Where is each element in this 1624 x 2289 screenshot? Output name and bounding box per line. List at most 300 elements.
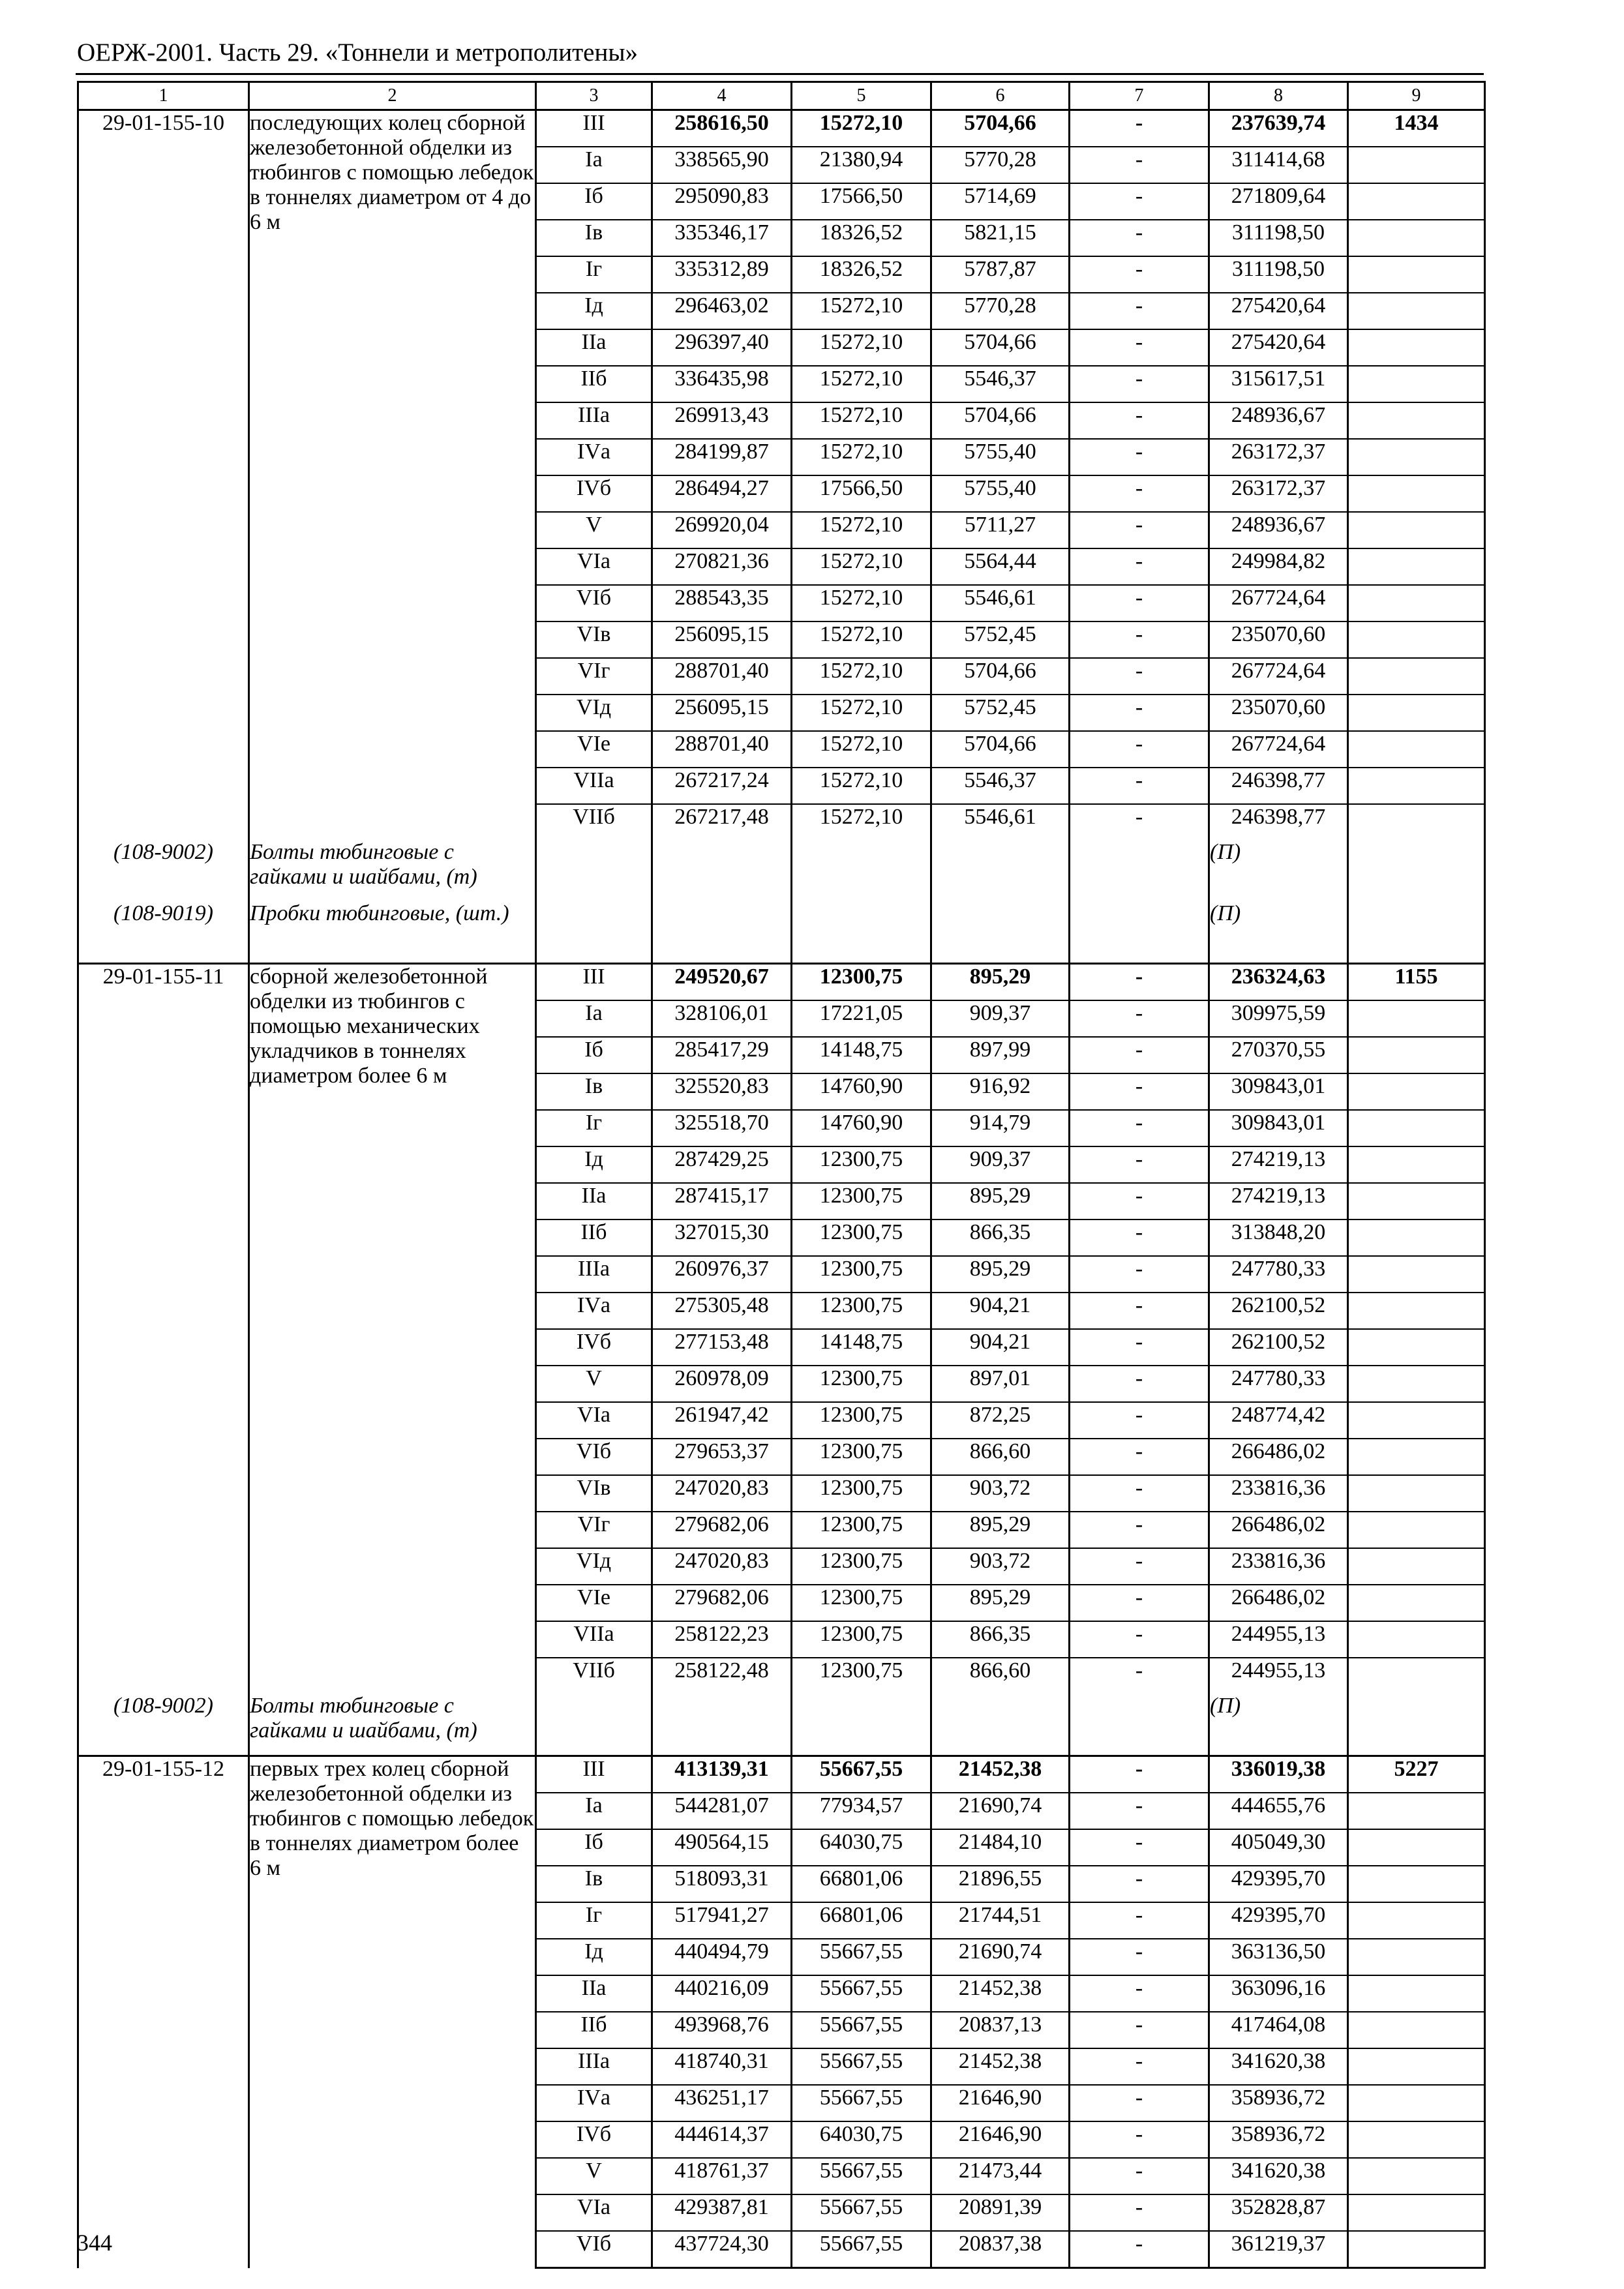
value-cell: 66801,06 xyxy=(792,1866,931,1902)
section-col9 xyxy=(1348,1402,1485,1439)
value-cell: 55667,55 xyxy=(792,2085,931,2121)
section-col9 xyxy=(1348,1866,1485,1902)
value-cell: 244955,13 xyxy=(1209,1621,1348,1658)
section-col9 xyxy=(1348,439,1485,475)
value-cell: 418761,37 xyxy=(652,2158,792,2194)
value-cell: 15272,10 xyxy=(792,512,931,548)
value-cell: - xyxy=(1070,1000,1209,1037)
value-cell: - xyxy=(1070,695,1209,731)
value-cell: 269913,43 xyxy=(652,402,792,439)
resource-name: Болты тюбинговые с гайками и шайбами, (т) xyxy=(249,840,536,901)
zone-cell: Iа xyxy=(536,1000,652,1037)
zone-cell: Iг xyxy=(536,1110,652,1146)
value-cell: 258616,50 xyxy=(652,110,792,147)
value-cell: 55667,55 xyxy=(792,2048,931,2085)
zone-cell: IIа xyxy=(536,1183,652,1219)
zone-cell: VIв xyxy=(536,621,652,658)
zone-cell: VIIб xyxy=(536,804,652,840)
zone-cell: Iд xyxy=(536,293,652,329)
value-cell: - xyxy=(1070,804,1209,840)
value-cell: 328106,01 xyxy=(652,1000,792,1037)
value-cell: 20891,39 xyxy=(931,2194,1070,2231)
value-cell: 260976,37 xyxy=(652,1256,792,1293)
value-cell: - xyxy=(1070,2048,1209,2085)
value-cell: 413139,31 xyxy=(652,1756,792,1793)
value-cell: 279682,06 xyxy=(652,1585,792,1621)
value-cell: 5821,15 xyxy=(931,220,1070,256)
zone-cell: IIб xyxy=(536,2012,652,2048)
value-cell: 866,35 xyxy=(931,1621,1070,1658)
zone-cell: IIб xyxy=(536,1219,652,1256)
value-cell: 275420,64 xyxy=(1209,293,1348,329)
empty-cell xyxy=(536,901,652,964)
value-cell: 14148,75 xyxy=(792,1037,931,1073)
zone-cell: IIб xyxy=(536,366,652,402)
section-col9 xyxy=(1348,2121,1485,2158)
value-cell: 15272,10 xyxy=(792,768,931,804)
value-cell: 872,25 xyxy=(931,1402,1070,1439)
empty-cell xyxy=(931,840,1070,901)
value-cell: 262100,52 xyxy=(1209,1329,1348,1366)
resource-name: Пробки тюбинговые, (шт.) xyxy=(249,901,536,964)
value-cell: 12300,75 xyxy=(792,1585,931,1621)
value-cell: - xyxy=(1070,1621,1209,1658)
value-cell: 267724,64 xyxy=(1209,658,1348,695)
empty-cell xyxy=(1070,1694,1209,1756)
value-cell: 247780,33 xyxy=(1209,1256,1348,1293)
zone-cell: VIб xyxy=(536,1439,652,1475)
section-col9 xyxy=(1348,329,1485,366)
section-col9 xyxy=(1348,1975,1485,2012)
value-cell: 363136,50 xyxy=(1209,1939,1348,1975)
value-cell: 903,72 xyxy=(931,1548,1070,1585)
value-cell: 21452,38 xyxy=(931,1975,1070,2012)
value-cell: 336435,98 xyxy=(652,366,792,402)
value-cell: - xyxy=(1070,147,1209,183)
value-cell: 12300,75 xyxy=(792,1256,931,1293)
column-number: 5 xyxy=(792,82,931,110)
zone-cell: IIIа xyxy=(536,2048,652,2085)
value-cell: 64030,75 xyxy=(792,1829,931,1866)
zone-cell: VIIа xyxy=(536,768,652,804)
value-cell: 274219,13 xyxy=(1209,1183,1348,1219)
value-cell: 55667,55 xyxy=(792,2012,931,2048)
zone-cell: Iа xyxy=(536,1793,652,1829)
value-cell: 418740,31 xyxy=(652,2048,792,2085)
value-cell: 55667,55 xyxy=(792,2231,931,2268)
section-col9 xyxy=(1348,147,1485,183)
value-cell: 55667,55 xyxy=(792,2158,931,2194)
column-number-row xyxy=(78,82,1485,110)
value-cell: - xyxy=(1070,293,1209,329)
zone-cell: Iб xyxy=(536,1037,652,1073)
value-cell: 897,01 xyxy=(931,1366,1070,1402)
value-cell: 18326,52 xyxy=(792,220,931,256)
value-cell: 263172,37 xyxy=(1209,439,1348,475)
value-cell: 248936,67 xyxy=(1209,402,1348,439)
value-cell: - xyxy=(1070,1366,1209,1402)
value-cell: 21473,44 xyxy=(931,2158,1070,2194)
value-cell: 21744,51 xyxy=(931,1902,1070,1939)
column-number: 2 xyxy=(249,82,536,110)
header-rule xyxy=(76,73,1484,75)
value-cell: 12300,75 xyxy=(792,1439,931,1475)
value-cell: 490564,15 xyxy=(652,1829,792,1866)
zone-cell: V xyxy=(536,1366,652,1402)
value-cell: - xyxy=(1070,1902,1209,1939)
value-cell: 429387,81 xyxy=(652,2194,792,2231)
value-cell: 21690,74 xyxy=(931,1939,1070,1975)
value-cell: 358936,72 xyxy=(1209,2121,1348,2158)
section-col9 xyxy=(1348,2158,1485,2194)
value-cell: 21452,38 xyxy=(931,1756,1070,1793)
value-cell: - xyxy=(1070,1658,1209,1694)
value-cell: 15272,10 xyxy=(792,548,931,585)
value-cell: 262100,52 xyxy=(1209,1293,1348,1329)
value-cell: 249984,82 xyxy=(1209,548,1348,585)
value-cell: 429395,70 xyxy=(1209,1902,1348,1939)
value-cell: - xyxy=(1070,1037,1209,1073)
zone-cell: VIд xyxy=(536,1548,652,1585)
value-cell: 5564,44 xyxy=(931,548,1070,585)
value-cell: 444614,37 xyxy=(652,2121,792,2158)
value-cell: 336019,38 xyxy=(1209,1756,1348,1793)
table-row xyxy=(78,110,1485,147)
value-cell: - xyxy=(1070,512,1209,548)
table-row xyxy=(78,964,1485,1001)
zone-cell: VIг xyxy=(536,658,652,695)
column-number: 4 xyxy=(652,82,792,110)
value-cell: 309975,59 xyxy=(1209,1000,1348,1037)
value-cell: 12300,75 xyxy=(792,1146,931,1183)
value-cell: - xyxy=(1070,1866,1209,1902)
value-cell: 55667,55 xyxy=(792,1756,931,1793)
value-cell: 436251,17 xyxy=(652,2085,792,2121)
value-cell: - xyxy=(1070,220,1209,256)
zone-cell: IVб xyxy=(536,475,652,512)
zone-cell: V xyxy=(536,512,652,548)
value-cell: 12300,75 xyxy=(792,1548,931,1585)
value-cell: - xyxy=(1070,1402,1209,1439)
value-cell: 233816,36 xyxy=(1209,1548,1348,1585)
zone-cell: III xyxy=(536,964,652,1001)
zone-cell: Iа xyxy=(536,147,652,183)
section-col9 xyxy=(1348,1037,1485,1073)
zone-cell: VIб xyxy=(536,585,652,621)
zone-cell: VIе xyxy=(536,1585,652,1621)
value-cell: 14760,90 xyxy=(792,1110,931,1146)
section-col9 xyxy=(1348,1366,1485,1402)
section-col9 xyxy=(1348,1793,1485,1829)
section-col9 xyxy=(1348,1475,1485,1512)
value-cell: 517941,27 xyxy=(652,1902,792,1939)
value-cell: - xyxy=(1070,1475,1209,1512)
value-cell: - xyxy=(1070,183,1209,220)
section-col9: 5227 xyxy=(1348,1756,1485,1793)
section-col9 xyxy=(1348,1829,1485,1866)
resource-row xyxy=(78,901,1485,964)
section-col9 xyxy=(1348,220,1485,256)
value-cell: 258122,23 xyxy=(652,1621,792,1658)
section-col9 xyxy=(1348,548,1485,585)
value-cell: 12300,75 xyxy=(792,1293,931,1329)
value-cell: 55667,55 xyxy=(792,1939,931,1975)
empty-cell xyxy=(1070,901,1209,964)
zone-cell: IIа xyxy=(536,1975,652,2012)
value-cell: 235070,60 xyxy=(1209,621,1348,658)
value-cell: 17566,50 xyxy=(792,183,931,220)
section-col9 xyxy=(1348,2085,1485,2121)
value-cell: 249520,67 xyxy=(652,964,792,1001)
section-col9 xyxy=(1348,1110,1485,1146)
value-cell: 866,35 xyxy=(931,1219,1070,1256)
zone-cell: Iв xyxy=(536,1073,652,1110)
section-col9 xyxy=(1348,2012,1485,2048)
value-cell: 21484,10 xyxy=(931,1829,1070,1866)
value-cell: 15272,10 xyxy=(792,329,931,366)
value-cell: 5546,37 xyxy=(931,366,1070,402)
value-cell: - xyxy=(1070,256,1209,293)
value-cell: 315617,51 xyxy=(1209,366,1348,402)
value-cell: - xyxy=(1070,1329,1209,1366)
value-cell: 5546,61 xyxy=(931,804,1070,840)
empty-cell xyxy=(792,1694,931,1756)
value-cell: 237639,74 xyxy=(1209,110,1348,147)
value-cell: 897,99 xyxy=(931,1037,1070,1073)
value-cell: 444655,76 xyxy=(1209,1793,1348,1829)
section-col9 xyxy=(1348,1585,1485,1621)
section-description: сборной железобетонной обделки из тюбингов с помощью механических укладчиков в тоннелях диаметром более 6 м xyxy=(249,964,536,1694)
value-cell: 248774,42 xyxy=(1209,1402,1348,1439)
section-col9 xyxy=(1348,1902,1485,1939)
empty-cell xyxy=(1348,901,1485,964)
value-cell: 21452,38 xyxy=(931,2048,1070,2085)
section-col9 xyxy=(1348,1256,1485,1293)
value-cell: - xyxy=(1070,475,1209,512)
section-col9 xyxy=(1348,1219,1485,1256)
value-cell: 916,92 xyxy=(931,1073,1070,1110)
section-col9 xyxy=(1348,621,1485,658)
value-cell: - xyxy=(1070,731,1209,768)
value-cell: 327015,30 xyxy=(652,1219,792,1256)
value-cell: 55667,55 xyxy=(792,2194,931,2231)
zone-cell: IVб xyxy=(536,1329,652,1366)
resource-col8: (П) xyxy=(1209,901,1348,964)
value-cell: 5755,40 xyxy=(931,439,1070,475)
value-cell: 15272,10 xyxy=(792,804,931,840)
value-cell: 55667,55 xyxy=(792,1975,931,2012)
value-cell: 325520,83 xyxy=(652,1073,792,1110)
value-cell: 417464,08 xyxy=(1209,2012,1348,2048)
value-cell: - xyxy=(1070,1829,1209,1866)
value-cell: - xyxy=(1070,658,1209,695)
zone-cell: VIв xyxy=(536,1475,652,1512)
value-cell: 17221,05 xyxy=(792,1000,931,1037)
value-cell: 236324,63 xyxy=(1209,964,1348,1001)
zone-cell: VIг xyxy=(536,1512,652,1548)
value-cell: 296463,02 xyxy=(652,293,792,329)
section-description: первых трех колец сборной железобетонной обделки из тюбингов с помощью лебедок в тоннелях диаметром более 6 м xyxy=(249,1756,536,2268)
section-col9 xyxy=(1348,768,1485,804)
section-col9 xyxy=(1348,1293,1485,1329)
value-cell: 309843,01 xyxy=(1209,1073,1348,1110)
value-cell: 363096,16 xyxy=(1209,1975,1348,2012)
value-cell: 267724,64 xyxy=(1209,731,1348,768)
value-cell: - xyxy=(1070,439,1209,475)
value-cell: 246398,77 xyxy=(1209,804,1348,840)
value-cell: - xyxy=(1070,329,1209,366)
value-cell: - xyxy=(1070,1219,1209,1256)
value-cell: 247020,83 xyxy=(652,1475,792,1512)
resource-col8: (П) xyxy=(1209,1694,1348,1756)
value-cell: 15272,10 xyxy=(792,439,931,475)
value-cell: 15272,10 xyxy=(792,658,931,695)
table-body xyxy=(78,82,1485,2268)
value-cell: 271809,64 xyxy=(1209,183,1348,220)
zone-cell: IVа xyxy=(536,439,652,475)
value-cell: - xyxy=(1070,1183,1209,1219)
value-cell: 21690,74 xyxy=(931,1793,1070,1829)
value-cell: 267217,24 xyxy=(652,768,792,804)
value-cell: 544281,07 xyxy=(652,1793,792,1829)
value-cell: 866,60 xyxy=(931,1658,1070,1694)
resource-row xyxy=(78,1694,1485,1756)
section-col9 xyxy=(1348,475,1485,512)
zone-cell: VIIа xyxy=(536,1621,652,1658)
zone-cell: VIе xyxy=(536,731,652,768)
value-cell: 5787,87 xyxy=(931,256,1070,293)
column-number: 8 xyxy=(1209,82,1348,110)
section-col9 xyxy=(1348,658,1485,695)
value-cell: - xyxy=(1070,1110,1209,1146)
value-cell: 12300,75 xyxy=(792,1366,931,1402)
value-cell: 440494,79 xyxy=(652,1939,792,1975)
column-number: 7 xyxy=(1070,82,1209,110)
value-cell: 17566,50 xyxy=(792,475,931,512)
value-cell: 258122,48 xyxy=(652,1658,792,1694)
section-col9: 1155 xyxy=(1348,964,1485,1001)
value-cell: 335346,17 xyxy=(652,220,792,256)
value-cell: 518093,31 xyxy=(652,1866,792,1902)
value-cell: 12300,75 xyxy=(792,1219,931,1256)
value-cell: 275305,48 xyxy=(652,1293,792,1329)
value-cell: 15272,10 xyxy=(792,110,931,147)
value-cell: 341620,38 xyxy=(1209,2048,1348,2085)
value-cell: 437724,30 xyxy=(652,2231,792,2268)
value-cell: 275420,64 xyxy=(1209,329,1348,366)
value-cell: 12300,75 xyxy=(792,964,931,1001)
value-cell: 12300,75 xyxy=(792,1475,931,1512)
value-cell: 256095,15 xyxy=(652,621,792,658)
value-cell: 429395,70 xyxy=(1209,1866,1348,1902)
zone-cell: IIIа xyxy=(536,402,652,439)
value-cell: 5752,45 xyxy=(931,621,1070,658)
resource-code: (108-9019) xyxy=(78,901,249,964)
value-cell: - xyxy=(1070,110,1209,147)
value-cell: 14148,75 xyxy=(792,1329,931,1366)
resource-col8: (П) xyxy=(1209,840,1348,901)
empty-cell xyxy=(652,901,792,964)
value-cell: 269920,04 xyxy=(652,512,792,548)
value-cell: 266486,02 xyxy=(1209,1439,1348,1475)
value-cell: - xyxy=(1070,2158,1209,2194)
section-col9 xyxy=(1348,293,1485,329)
value-cell: 904,21 xyxy=(931,1293,1070,1329)
value-cell: 909,37 xyxy=(931,1146,1070,1183)
zone-cell: Iд xyxy=(536,1939,652,1975)
value-cell: 266486,02 xyxy=(1209,1585,1348,1621)
value-cell: - xyxy=(1070,1073,1209,1110)
zone-cell: III xyxy=(536,110,652,147)
value-cell: 895,29 xyxy=(931,1585,1070,1621)
value-cell: 493968,76 xyxy=(652,2012,792,2048)
value-cell: 5704,66 xyxy=(931,402,1070,439)
table-row xyxy=(78,1756,1485,1793)
zone-cell: VIIб xyxy=(536,1658,652,1694)
zone-cell: VIа xyxy=(536,1402,652,1439)
value-cell: 21380,94 xyxy=(792,147,931,183)
value-cell: 295090,83 xyxy=(652,183,792,220)
section-col9 xyxy=(1348,183,1485,220)
value-cell: - xyxy=(1070,621,1209,658)
value-cell: 352828,87 xyxy=(1209,2194,1348,2231)
value-cell: - xyxy=(1070,1293,1209,1329)
value-cell: - xyxy=(1070,2085,1209,2121)
value-cell: 335312,89 xyxy=(652,256,792,293)
value-cell: 12300,75 xyxy=(792,1183,931,1219)
value-cell: 5704,66 xyxy=(931,329,1070,366)
value-cell: 288701,40 xyxy=(652,731,792,768)
value-cell: 267217,48 xyxy=(652,804,792,840)
value-cell: 12300,75 xyxy=(792,1402,931,1439)
value-cell: 20837,13 xyxy=(931,2012,1070,2048)
value-cell: 286494,27 xyxy=(652,475,792,512)
value-cell: - xyxy=(1070,1756,1209,1793)
value-cell: - xyxy=(1070,1256,1209,1293)
value-cell: 235070,60 xyxy=(1209,695,1348,731)
value-cell: - xyxy=(1070,1512,1209,1548)
empty-cell xyxy=(652,1694,792,1756)
value-cell: - xyxy=(1070,1548,1209,1585)
value-cell: 263172,37 xyxy=(1209,475,1348,512)
value-cell: 277153,48 xyxy=(652,1329,792,1366)
section-col9 xyxy=(1348,804,1485,840)
value-cell: 14760,90 xyxy=(792,1073,931,1110)
value-cell: 66801,06 xyxy=(792,1902,931,1939)
value-cell: 18326,52 xyxy=(792,256,931,293)
value-cell: 248936,67 xyxy=(1209,512,1348,548)
section-col9 xyxy=(1348,2048,1485,2085)
value-cell: - xyxy=(1070,2012,1209,2048)
value-cell: 267724,64 xyxy=(1209,585,1348,621)
value-cell: - xyxy=(1070,585,1209,621)
value-cell: 5704,66 xyxy=(931,110,1070,147)
column-number: 6 xyxy=(931,82,1070,110)
section-col9 xyxy=(1348,695,1485,731)
value-cell: 338565,90 xyxy=(652,147,792,183)
value-cell: - xyxy=(1070,964,1209,1001)
value-cell: 313848,20 xyxy=(1209,1219,1348,1256)
resource-code: (108-9002) xyxy=(78,1694,249,1756)
value-cell: - xyxy=(1070,768,1209,804)
value-cell: 21896,55 xyxy=(931,1866,1070,1902)
resource-name: Болты тюбинговые с гайками и шайбами, (т) xyxy=(249,1694,536,1756)
column-number: 1 xyxy=(78,82,249,110)
value-cell: 895,29 xyxy=(931,1512,1070,1548)
section-col9 xyxy=(1348,2231,1485,2268)
value-cell: 247780,33 xyxy=(1209,1366,1348,1402)
page-number: 344 xyxy=(77,2230,112,2256)
